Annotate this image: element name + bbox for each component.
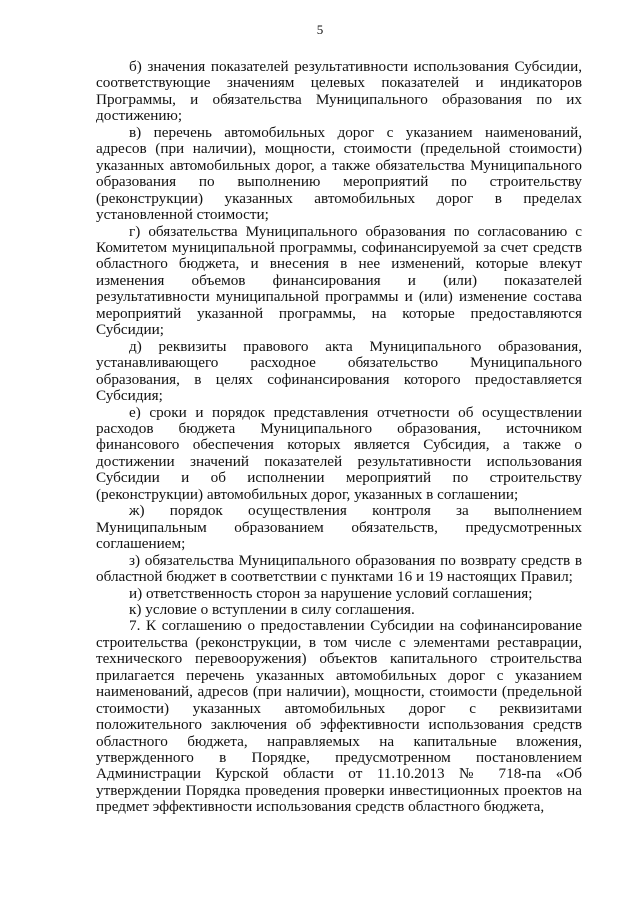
paragraph-k: к) условие о вступлении в силу соглашения. bbox=[129, 600, 415, 618]
paragraph-e: е) сроки и порядок представления отчетности об осуществлении расходов бюджета Муниципального образования, источником финансового обеспечения которых является Субсидия, а также о достижении значений показателей результативности использования Субсидии и об исполнении мероприятий по строительству (реконструкции) автомобильных дорог, указанных в соглашении; bbox=[96, 403, 582, 503]
page-number: 5 bbox=[316, 22, 324, 37]
paragraph-z: з) обязательства Муниципального образования по возврату средств в областной бюджет в соответствии с пунктами 16 и 19 настоящих Правил; bbox=[96, 551, 582, 586]
paragraph-v: в) перечень автомобильных дорог с указанием наименований, адресов (при наличии), мощности, стоимости (предельной стоимости) указанных автомобильных дорог, а также обязательства Муниципального образования по выполнению мероприятий по строительству (реконструкции) указанных автомобильных дорог в пределах установленной стоимости; bbox=[96, 123, 582, 224]
document-body bbox=[96, 59, 582, 816]
paragraph-zh: ж) порядок осуществления контроля за выполнением Муниципальным образованием обязательств, предусмотренных соглашением; bbox=[96, 502, 582, 553]
paragraph-b: б) значения показателей результативности использования Субсидии, соответствующие значениям целевых показателей и индикаторов Программы, и обязательства Муниципального образования по их достижению; bbox=[96, 58, 582, 125]
paragraph-7: 7. К соглашению о предоставлении Субсидии на софинансирование строительства (реконструкции, в том числе с элементами реставрации, технического перевооружения) объектов капитального строительства прилагается перечень указанных автомобильных дорог с указанием наименований, адресов (при наличии), мощности, стоимости (предельной стоимости) указанных автомобильных дорог с реквизитами положительного заключения об эффективности использования средств областного бюджета, направляемых на капитальные вложения, утвержденного в Порядке, предусмотренном постановлением Администрации Курской области от 11.10.2013 № 718-па «Об утверждении Порядка проведения проверки инвестиционных проектов на предмет эффективности использования средств областного бюджета, bbox=[96, 617, 582, 816]
paragraph-d: д) реквизиты правового акта Муниципального образования, устанавливающего расходное обязательство Муниципального образования, в целях софинансирования которого предоставляется Субсидия; bbox=[96, 337, 582, 405]
paragraph-g: г) обязательства Муниципального образования по согласованию с Комитетом муниципальной программы, софинансируемой за счет средств областного бюджета, и внесения в нее изменений, которые влекут изменения объемов финансирования и (или) показателей результативности муниципальной программы и (или) изменение состава мероприятий указанной программы, на которые предоставляются Субсидии; bbox=[96, 222, 582, 339]
paragraph-i: и) ответственность сторон за нарушение условий соглашения; bbox=[129, 584, 533, 602]
